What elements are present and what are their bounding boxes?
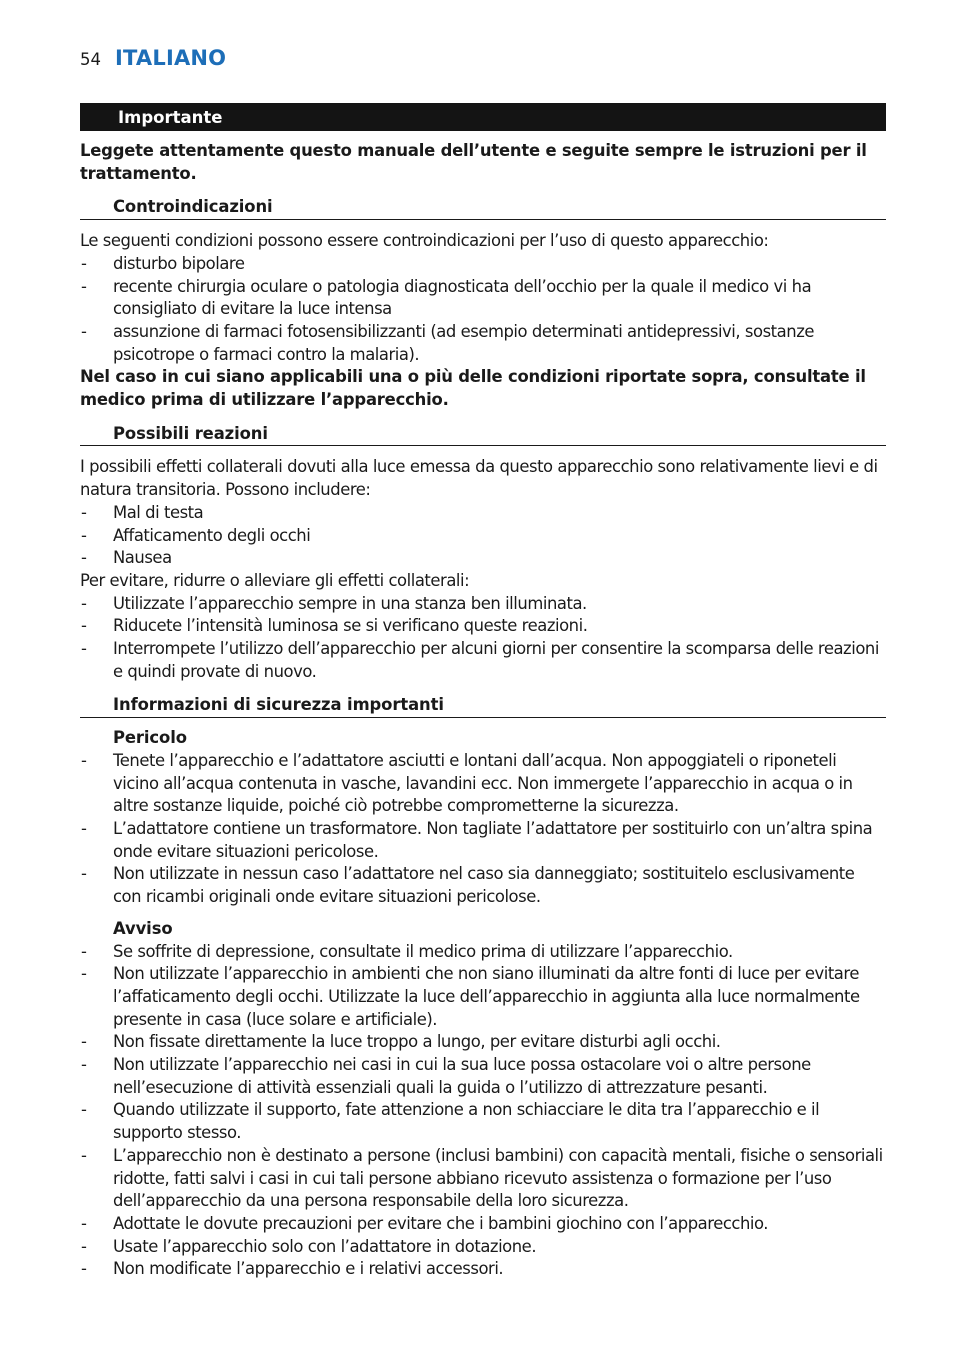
- list-item: - Non utilizzate l’apparecchio in ambienti che non siano illuminati da altre fonti di luce per evitare l’affaticamento degli occhi. Utilizzate la luce dell’apparecchio in aggiunta alla luce normalmente presente in casa (luce solare e artificiale).: [81, 964, 860, 1029]
- section-title-bar: [80, 103, 886, 131]
- danger-heading: Pericolo: [113, 728, 187, 748]
- page-header: [80, 46, 226, 76]
- contraindications-intro: Le seguenti condizioni possono essere controindicazioni per l’uso di questo apparecchio:: [80, 231, 769, 251]
- list-item: - recente chirurgia oculare o patologia diagnosticata dell’occhio per la quale il medico vi ha consigliato di evitare la luce intensa: [81, 276, 812, 319]
- list-item: - L’apparecchio non è destinato a persone (inclusi bambini) con capacità mentali, fisiche o sensoriali ridotte, fatti salvi i casi in cui tali persone abbiano ricevuto assistenza o formazione per l’uso dell’apparecchio da una persona responsabile della loro sicurezza.: [81, 1145, 883, 1211]
- list-item: - Riducete l’intensità luminosa se si verificano queste reazioni.: [81, 616, 588, 636]
- section-title: Importante: [118, 108, 223, 127]
- lead-paragraph: Leggete attentamente questo manuale dell’utente e seguite sempre le istruzioni per il trattamento.: [80, 141, 867, 183]
- list-item: - Nausea: [81, 548, 172, 568]
- contraindications-heading: Controindicazioni: [80, 196, 886, 220]
- page-number: 54: [80, 50, 101, 69]
- list-item: - Affaticamento degli occhi: [81, 525, 311, 545]
- list-item: - Mal di testa: [81, 502, 204, 522]
- list-item: - Se soffrite di depressione, consultate il medico prima di utilizzare l’apparecchio.: [81, 941, 733, 961]
- contraindications-block: [80, 230, 886, 412]
- list-item: - disturbo bipolare: [81, 253, 245, 273]
- warning-list: [80, 941, 886, 1282]
- reactions-heading: Possibili reazioni: [80, 423, 886, 447]
- prevention-intro: Per evitare, ridurre o alleviare gli effetti collaterali:: [80, 570, 470, 590]
- contraindications-list: [80, 253, 886, 367]
- effects-list: [80, 502, 886, 570]
- list-item: - Tenete l’apparecchio e l’adattatore asciutti e lontani dall’acqua. Non appoggiateli o riponeteli vicino all’acqua contenuta in vasche, lavandini ecc. Non immergete l’apparecchio in acqua o in altre sostanze liquide, poiché ciò potrebbe comprometterne la sicurezza.: [81, 750, 853, 816]
- list-item: - Usate l’apparecchio solo con l’adattatore in dotazione.: [81, 1236, 537, 1256]
- list-item: - Non utilizzate in nessun caso l’adattatore nel caso sia danneggiato; sostituitelo esclusivamente con ricambi originali onde evitare situazioni pericolose.: [81, 864, 855, 907]
- warning-heading: Avviso: [113, 918, 173, 938]
- list-item: - assunzione di farmaci fotosensibilizzanti (ad esempio determinati antidepressivi, sostanze psicotrope o farmaci contro la malaria).: [81, 321, 814, 364]
- prevention-list: [80, 593, 886, 684]
- safety-heading: Informazioni di sicurezza importanti: [80, 694, 886, 718]
- page-content: [80, 103, 886, 1281]
- list-item: - Interrompete l’utilizzo dell’apparecchio per alcuni giorni per consentire la scomparsa delle reazioni e quindi provate di nuovo.: [81, 639, 879, 681]
- list-item: - L’adattatore contiene un trasformatore. Non tagliate l’adattatore per sostituirlo con un’altra spina onde evitare situazioni pericolose.: [81, 818, 873, 861]
- list-item: - Quando utilizzate il supporto, fate attenzione a non schiacciare le dita tra l’apparecchio e il supporto stesso.: [81, 1100, 820, 1143]
- danger-list: [80, 750, 886, 909]
- contraindications-warning: Nel caso in cui siano applicabili una o più delle condizioni riportate sopra, consultate il medico prima di utilizzare l’apparecchio.: [80, 367, 866, 410]
- language-title: ITALIANO: [115, 46, 227, 70]
- list-item: - Utilizzate l’apparecchio sempre in una stanza ben illuminata.: [81, 593, 587, 613]
- list-item: - Non fissate direttamente la luce troppo a lungo, per evitare disturbi agli occhi.: [81, 1032, 721, 1052]
- list-item: - Non utilizzate l’apparecchio nei casi in cui la sua luce possa ostacolare voi o altre persone nell’esecuzione di attività essenziali quali la guida o l’utilizzo di attrezzature pesanti.: [81, 1055, 811, 1097]
- list-item: - Adottate le dovute precauzioni per evitare che i bambini giochino con l’apparecchio.: [81, 1213, 769, 1233]
- list-item: - Non modificate l’apparecchio e i relativi accessori.: [81, 1259, 504, 1279]
- reactions-block: [80, 456, 886, 683]
- reactions-intro: I possibili effetti collaterali dovuti alla luce emessa da questo apparecchio sono relativamente lievi e di natura transitoria. Possono includere:: [80, 457, 878, 500]
